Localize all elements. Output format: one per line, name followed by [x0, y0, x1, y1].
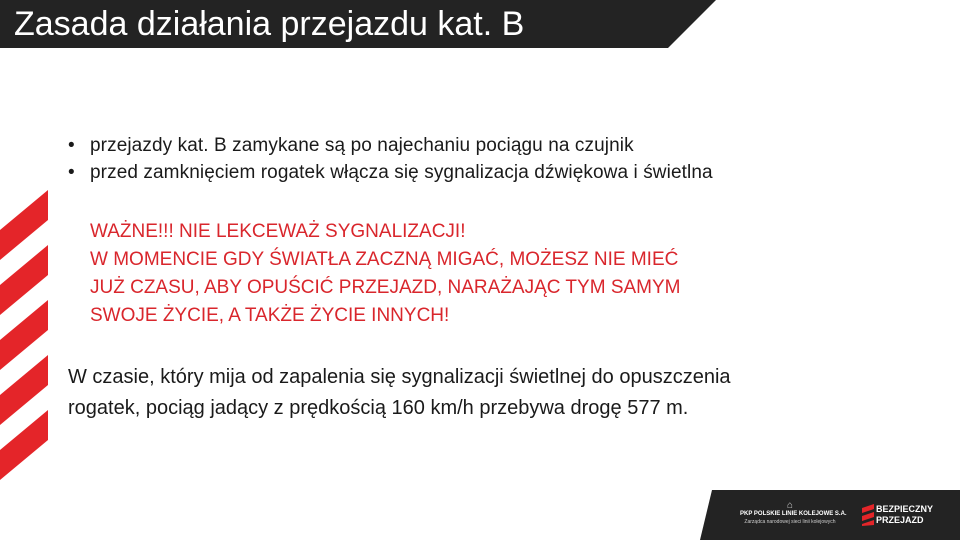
info-paragraph: [68, 362, 731, 424]
info-line: rogatek, pociąg jadący z prędkością 160 km/h przebywa drogę 577 m.: [68, 397, 689, 419]
pkp-wings-icon: ⌂: [786, 500, 794, 511]
warning-line: SWOJE ŻYCIE, A TAKŻE ŻYCIE INNYCH!: [90, 305, 450, 326]
campaign-logo-line2: PRZEJAZD: [876, 515, 924, 525]
pkp-logo-tagline: Zarządca narodowej sieci linii kolejowych: [744, 519, 836, 525]
red-stripes-decoration: [0, 190, 60, 490]
warning-line: W MOMENCIE GDY ŚWIATŁA ZACZNĄ MIGAĆ, MOŻESZ NIE MIEĆ: [90, 249, 679, 270]
bullet-list: [68, 132, 713, 186]
campaign-logo-text: [876, 504, 933, 526]
warning-line: JUŻ CZASU, ABY OPUŚCIĆ PRZEJAZD, NARAŻAJĄC TYM SAMYM: [90, 277, 681, 298]
bullet-item: • przejazdy kat. B zamykane są po najechaniu pociągu na czujnik: [68, 132, 713, 159]
title-bar: [0, 0, 960, 48]
bullet-item: • przed zamknięciem rogatek włącza się sygnalizacja dźwiękowa i świetlna: [68, 159, 713, 186]
campaign-logo-line1: BEZPIECZNY: [876, 504, 934, 514]
pkp-logo-name: PKP POLSKIE LINIE KOLEJOWE S.A.: [740, 511, 847, 517]
warning-block: [90, 218, 681, 330]
crossing-stripes-icon: [862, 504, 874, 526]
info-line: W czasie, który mija od zapalenia się sygnalizacji świetlnej do opuszczenia: [68, 366, 731, 388]
slide-title: Zasada działania przejazdu kat. B: [14, 5, 525, 43]
pkp-logo: [740, 500, 847, 527]
warning-line: WAŻNE!!! NIE LEKCEWAŻ SYGNALIZACJI!: [90, 221, 466, 242]
footer-bar: [700, 490, 960, 540]
